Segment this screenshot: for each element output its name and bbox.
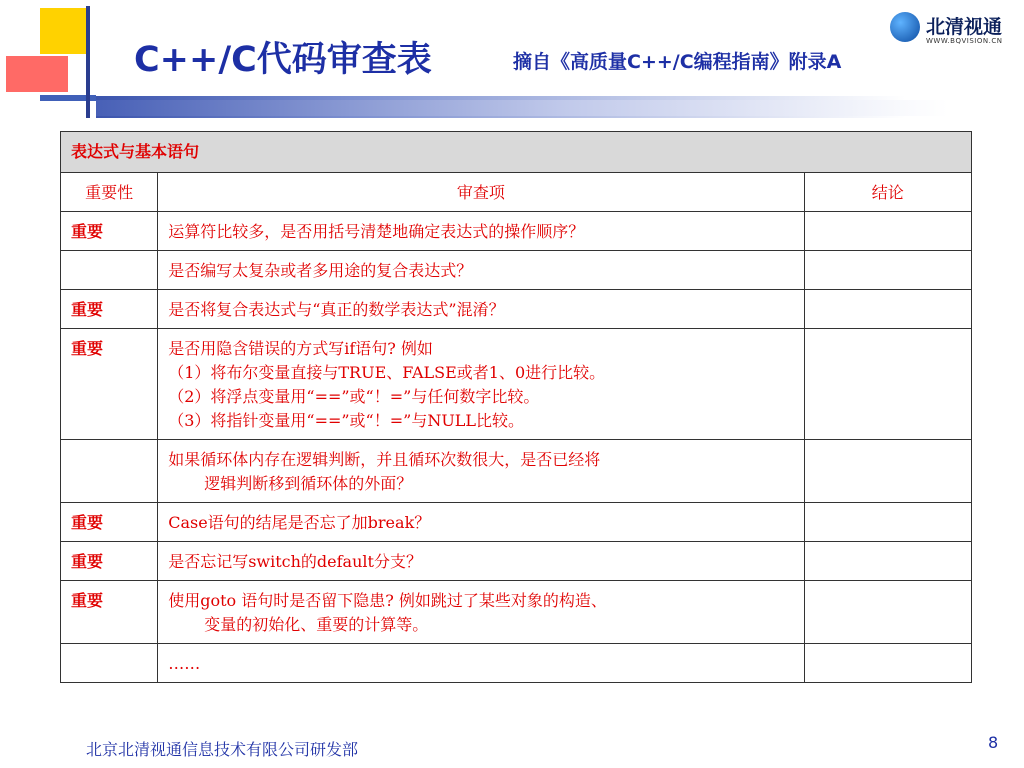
page-number: 8	[988, 733, 999, 752]
table-header-row	[61, 173, 972, 212]
column-header-result: 结论	[804, 173, 971, 212]
review-item-line: 是否编写太复杂或者多用途的复合表达式？	[168, 261, 473, 280]
table-row	[61, 329, 972, 440]
decor-title-bar-fade	[96, 100, 948, 116]
decor-red-rect	[6, 56, 68, 92]
logo-globe-icon	[890, 12, 920, 42]
table-row	[61, 251, 972, 290]
result-cell[interactable]	[804, 440, 971, 503]
review-table	[60, 131, 972, 683]
review-item-cell	[158, 644, 804, 683]
section-title: 表达式与基本语句	[61, 132, 972, 173]
review-item-line: 如果循环体内存在逻辑判断，并且循环次数很大，是否已经将	[168, 450, 601, 469]
decor-blue-vertical-line	[86, 6, 90, 118]
result-cell[interactable]	[804, 251, 971, 290]
review-item-line: ……	[168, 654, 201, 673]
importance-cell	[61, 644, 158, 683]
table-row	[61, 503, 972, 542]
result-cell[interactable]	[804, 542, 971, 581]
review-item-line: 变量的初始化、重要的计算等。	[204, 615, 429, 634]
result-cell[interactable]	[804, 581, 971, 644]
logo-name: 北清视通	[926, 16, 1003, 38]
logo-url: WWW.BQVISION.CN	[926, 37, 1003, 45]
result-cell[interactable]	[804, 329, 971, 440]
review-item-line: 使用goto 语句时是否留下隐患? 例如跳过了某些对象的构造、	[168, 591, 607, 610]
importance-cell: 重要	[61, 581, 158, 644]
review-item-line: 是否将复合表达式与“真正的数学表达式”混淆？	[168, 300, 505, 319]
review-item-cell	[158, 542, 804, 581]
review-item-line: Case语句的结尾是否忘了加break？	[168, 513, 431, 532]
review-item-line: 运算符比较多，是否用括号清楚地确定表达式的操作顺序？	[168, 222, 585, 241]
table-row	[61, 212, 972, 251]
column-header-importance: 重要性	[61, 173, 158, 212]
review-item-cell	[158, 212, 804, 251]
importance-cell: 重要	[61, 329, 158, 440]
result-cell[interactable]	[804, 212, 971, 251]
table-row	[61, 542, 972, 581]
table-row	[61, 644, 972, 683]
importance-cell: 重要	[61, 503, 158, 542]
result-cell[interactable]	[804, 290, 971, 329]
review-item-cell	[158, 503, 804, 542]
importance-cell: 重要	[61, 212, 158, 251]
review-item-cell	[158, 581, 804, 644]
review-item-line: （2）将浮点变量用“==”或“！=”与任何数字比较。	[168, 387, 540, 406]
company-logo	[888, 10, 1018, 50]
review-item-line: （1）将布尔变量直接与TRUE、FALSE或者1、0进行比较。	[168, 363, 606, 382]
importance-cell: 重要	[61, 290, 158, 329]
column-header-item: 审查项	[158, 173, 804, 212]
importance-cell	[61, 440, 158, 503]
review-item-cell	[158, 251, 804, 290]
result-cell[interactable]	[804, 503, 971, 542]
page-subtitle: 摘自《高质量C++/C编程指南》附录A	[513, 51, 842, 73]
footer-company: 北京北清视通信息技术有限公司研发部	[86, 740, 359, 759]
importance-cell: 重要	[61, 542, 158, 581]
review-item-cell	[158, 290, 804, 329]
review-item-cell	[158, 329, 804, 440]
page-title: C++/C代码审查表	[134, 40, 432, 80]
table-section-row	[61, 132, 972, 173]
result-cell[interactable]	[804, 644, 971, 683]
review-item-line: 逻辑判断移到循环体的外面？	[204, 474, 413, 493]
review-item-line: （3）将指针变量用“==”或“！=”与NULL比较。	[168, 411, 525, 430]
table-row	[61, 290, 972, 329]
table-row	[61, 581, 972, 644]
importance-cell	[61, 251, 158, 290]
decor-yellow-square	[40, 8, 87, 54]
review-item-line: 是否用隐含错误的方式写if语句? 例如	[168, 339, 433, 358]
table-row	[61, 440, 972, 503]
review-item-cell	[158, 440, 804, 503]
review-item-line: 是否忘记写switch的default分支？	[168, 552, 422, 571]
